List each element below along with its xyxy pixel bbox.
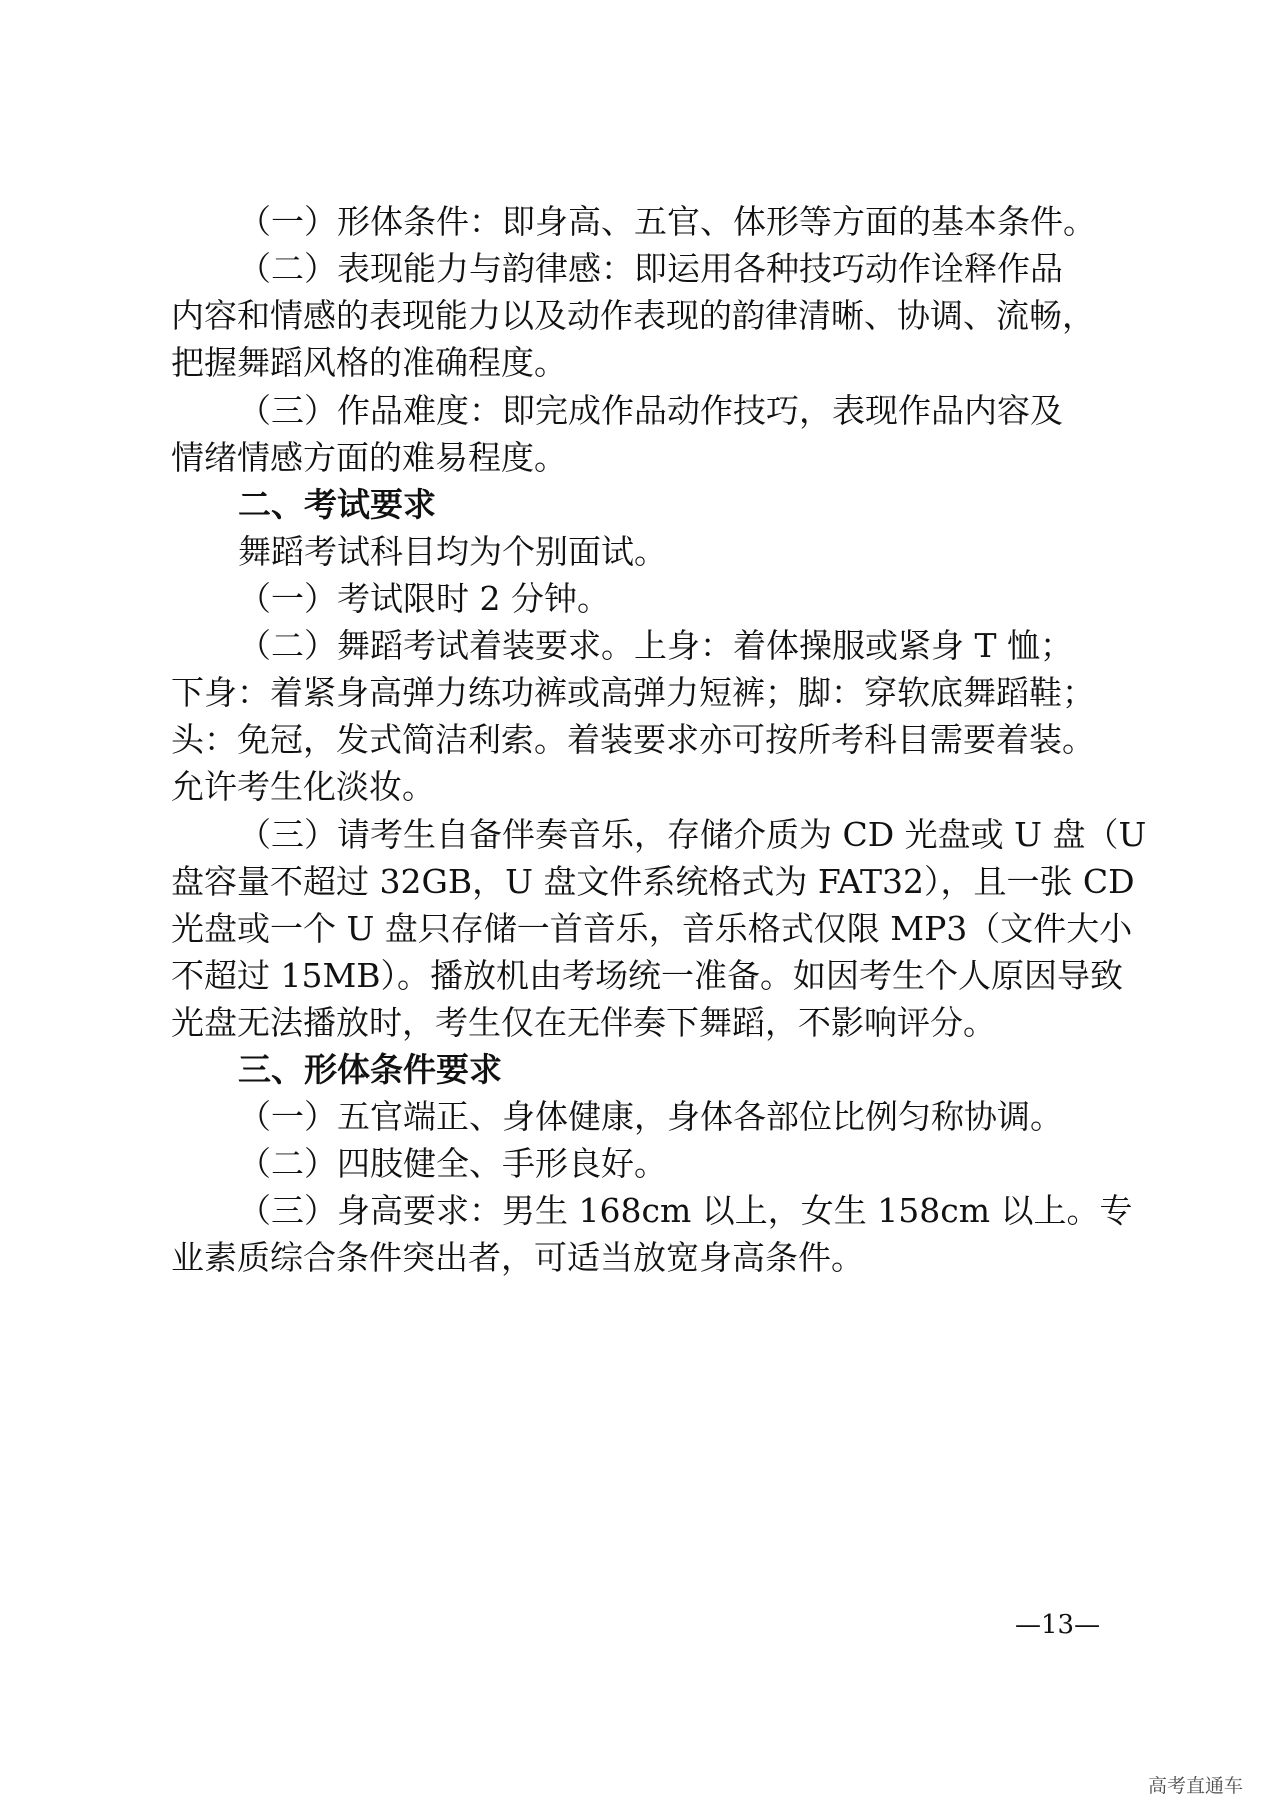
text-line: 业素质综合条件突出者，可适当放宽身高条件。 xyxy=(171,1238,864,1277)
text-line: 盘容量不超过 32GB，U 盘文件系统格式为 FAT32），且一张 CD xyxy=(171,862,1135,901)
text-line: 情绪情感方面的难易程度。 xyxy=(171,438,567,477)
section-heading: 二、考试要求 xyxy=(238,485,436,524)
text-line: 光盘或一个 U 盘只存储一首音乐，音乐格式仅限 MP3（文件大小 xyxy=(171,909,1133,948)
text-line: 光盘无法播放时，考生仅在无伴奏下舞蹈，不影响评分。 xyxy=(171,1003,996,1042)
text-line: （一）考试限时 2 分钟。 xyxy=(238,579,610,618)
text-line: 不超过 15MB）。播放机由考场统一准备。如因考生个人原因导致 xyxy=(171,956,1124,995)
text-line: 头：免冠，发式简洁利索。着装要求亦可按所考科目需要着装。 xyxy=(171,720,1095,759)
text-line: （三）作品难度：即完成作品动作技巧，表现作品内容及 xyxy=(238,391,1063,430)
text-line: （一）形体条件：即身高、五官、体形等方面的基本条件。 xyxy=(238,202,1096,241)
text-line: 允许考生化淡妆。 xyxy=(171,767,435,806)
text-line: （二）四肢健全、手形良好。 xyxy=(238,1144,667,1183)
text-line: 下身：着紧身高弹力练功裤或高弹力短裤；脚：穿软底舞蹈鞋； xyxy=(171,673,1095,712)
text-line: （三）请考生自备伴奏音乐，存储介质为 CD 光盘或 U 盘（U xyxy=(238,815,1147,854)
text-line: （三）身高要求：男生 168cm 以上，女生 158cm 以上。专 xyxy=(238,1191,1133,1230)
page-number: —13— xyxy=(1015,1610,1101,1640)
text-line: 把握舞蹈风格的准确程度。 xyxy=(171,343,567,382)
text-line: （二）表现能力与韵律感：即运用各种技巧动作诠释作品 xyxy=(238,249,1063,288)
text-line: （二）舞蹈考试着装要求。上身：着体操服或紧身 T 恤； xyxy=(238,626,1073,665)
text-line: （一）五官端正、身体健康，身体各部位比例匀称协调。 xyxy=(238,1097,1063,1136)
text-line: 舞蹈考试科目均为个别面试。 xyxy=(238,532,667,571)
section-heading: 三、形体条件要求 xyxy=(238,1050,502,1089)
watermark-text: 高考直通车 xyxy=(1148,1775,1244,1797)
text-line: 内容和情感的表现能力以及动作表现的韵律清晰、协调、流畅， xyxy=(171,296,1095,335)
